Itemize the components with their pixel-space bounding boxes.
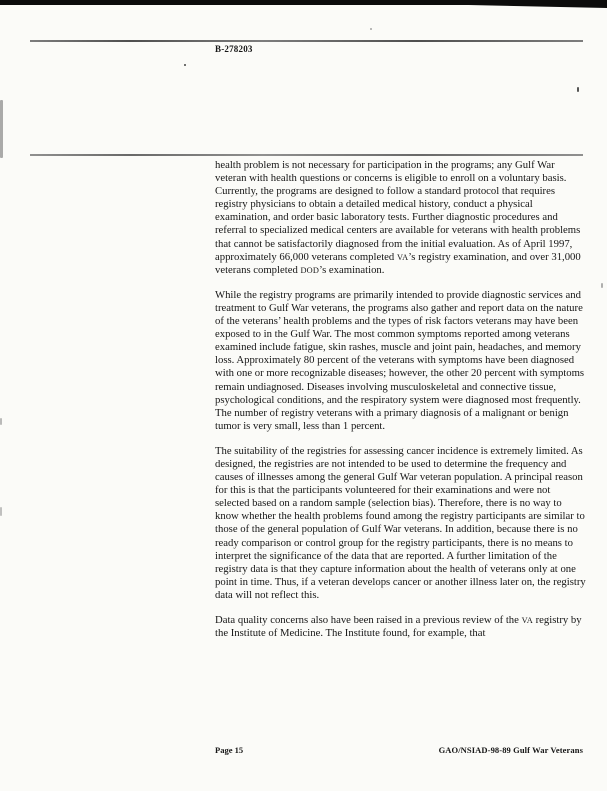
scan-speck [0, 100, 3, 158]
header-rule [30, 40, 583, 42]
paragraph-data-quality: Data quality concerns also have been raised in a previous review of the VA registry by the Institute of Medicine. The Institute found, for example, that [215, 614, 582, 640]
paragraph-symptoms-data: While the registry programs are primarily intended to provide diagnostic services and treatment to Gulf War veterans, the programs also gather and report data on the nature of the veterans’ health problems and the types of risk factors veterans may have been exposed to in the Gulf War. The most common symptoms reported among veterans examined include fatigue, skin rashes, muscle and joint pain, headaches, and memory loss. Approximately 80 percent of the veterans with symptoms have been diagnosed with one or more recognizable diseases; however, the other 20 percent with symptoms remain undiagnosed. Diseases involving musculoskeletal and connective tissue, psychological conditions, and the respiratory system were diagnosed most frequently. The number of registry veterans with a primary diagnosis of a malignant or benign tumor is very small, less than 1 percent. [215, 288, 585, 432]
scan-speck [601, 283, 603, 288]
paragraph-registry-programs: health problem is not necessary for participation in the programs; any Gulf War veteran with health questions or concerns is eligible to enroll on a voluntary basis. Currently, the programs are designed to follow a standard protocol that requires registry physicians to obtain a detailed medical history, conduct a physical examination, and order basic laboratory tests. Further diagnostic procedures and referral to specialized medical centers are available for veterans with health problems that cannot be satisfactorily diagnosed from the initial evaluation. As of April 1997, approximately 66,000 veterans completed VA’s registry examination, and over 31,000 veterans completed DOD’s examination. [215, 159, 581, 276]
footer-page-number: Page 15 [215, 745, 244, 755]
footer-report-id: GAO/NSIAD-98-89 Gulf War Veterans [438, 745, 583, 755]
paragraph-registry-limitations: The suitability of the registries for assessing cancer incidence is extremely limited. As designed, the registries are not intended to be used to determine the frequency and causes of illnesses among the general Gulf War veteran population. A principal reason for this is that the participants volunteered for their examinations and were not selected based on a random sample (selection bias). Therefore, there is no way to know whether the health problems found among the registry participants are similar to those of the general population of Gulf War veterans. In addition, because there is no ready comparison or control group for the registry participants, there is no means to interpret the significance of the data that are reported. A further limitation of the registry data is that they capture information about the health of veterans only at one point in time. Thus, if a veteran develops cancer or another illness later on, the registry data will not reflect this. [215, 444, 586, 601]
scan-speck [0, 418, 2, 425]
scan-speck [0, 507, 2, 516]
scan-speck [184, 64, 186, 66]
scan-speck [577, 87, 579, 92]
body-text [215, 159, 586, 652]
scan-speck [370, 28, 372, 30]
section-divider-rule [30, 154, 583, 156]
scan-edge-artifact-top [0, 0, 607, 5]
report-number: B-278203 [215, 44, 253, 54]
